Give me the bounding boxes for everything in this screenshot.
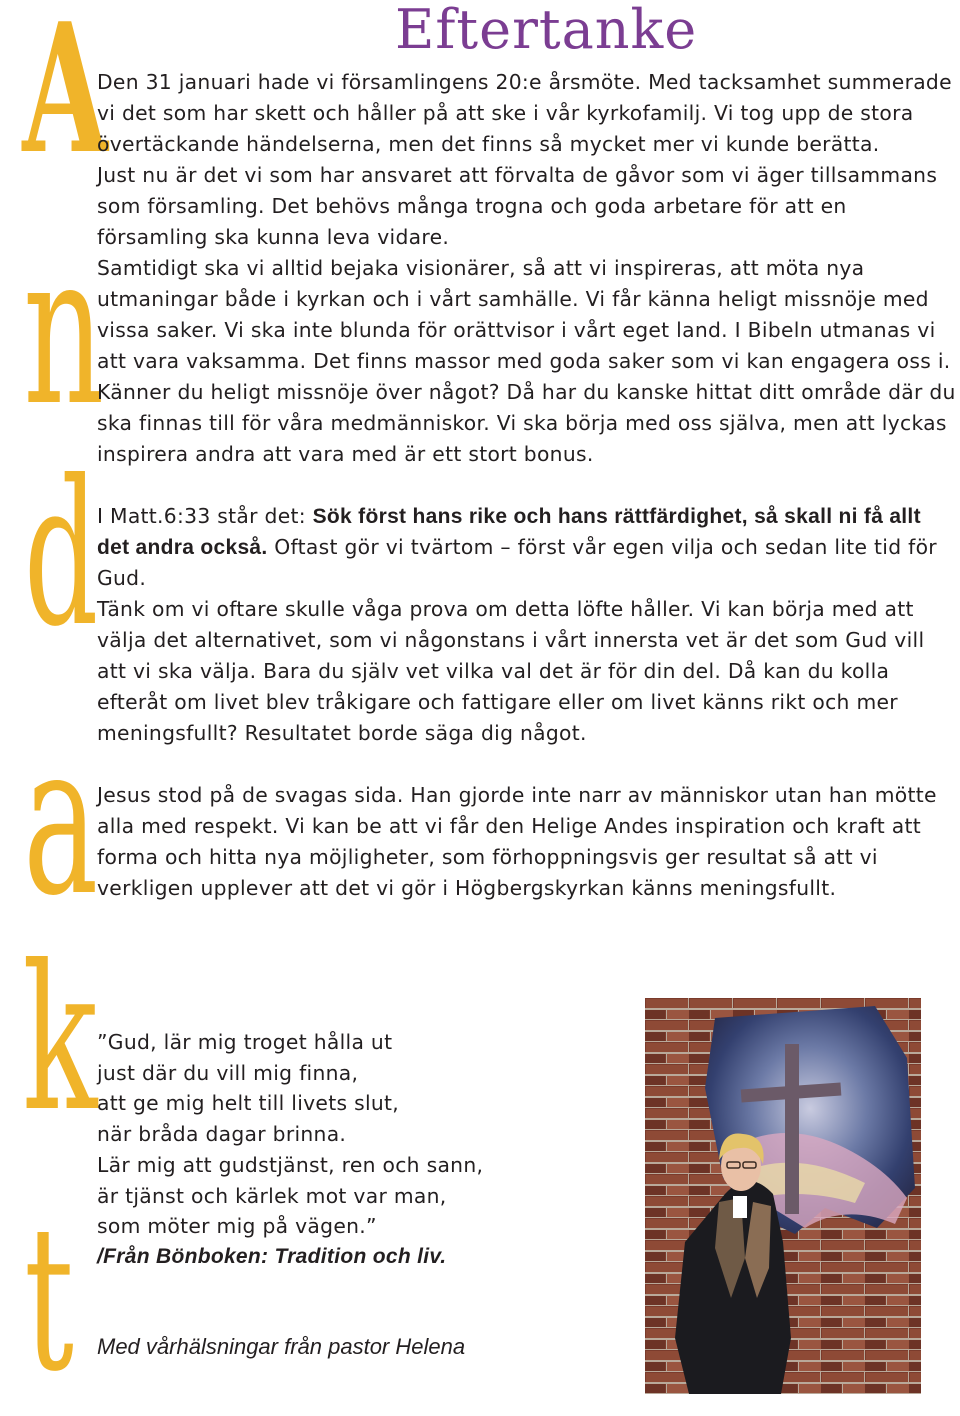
side-word-andakt bbox=[6, 0, 108, 1416]
bible-verse: Sök först hans rike och hans rättfärdighet, så skall ni få allt det andra också. bbox=[97, 505, 921, 559]
poem-line: just där du vill mig finna, bbox=[97, 1060, 359, 1085]
side-letter: n bbox=[23, 207, 105, 452]
poem-source: /Från Bönboken: Tradition och liv. bbox=[97, 1244, 447, 1268]
paragraph-matteus bbox=[97, 501, 959, 594]
pastor-photo bbox=[645, 998, 921, 1394]
signature: Med vårhälsningar från pastor Helena bbox=[97, 1334, 466, 1359]
poem-line: att ge mig helt till livets slut, bbox=[97, 1091, 400, 1116]
side-letter: a bbox=[23, 697, 99, 942]
page-title: Eftertanke bbox=[395, 0, 698, 61]
paragraph-visionarer: Samtidigt ska vi alltid bejaka visionärer, så att vi inspireras, att möta nya utmaningar både i kyrkan och i vårt samhälle. Vi får känna heligt missnöje med vissa saker. Vi ska inte blunda för orättvisor i vårt eget land. I Bibeln utmanas vi att vara vaksamma. Det finns massor med goda saker som vi kan engagera oss i. Känner du heligt missnöje över något? Då har du kanske hittat ditt område där du ska finnas till för våra medmänniskor. Vi ska börja med oss själva, men att lyckas inspirera andra att vara med är ett stort bonus. bbox=[97, 256, 956, 466]
side-letter: A bbox=[22, 0, 108, 193]
poem-line: är tjänst och kärlek mot var man, bbox=[97, 1183, 447, 1208]
matt-intro: I Matt.6:33 står det: bbox=[97, 504, 313, 528]
prayer-poem bbox=[97, 1027, 627, 1273]
poem-line: ”Gud, lär mig troget hålla ut bbox=[97, 1030, 393, 1054]
poem-line: som möter mig på vägen.” bbox=[97, 1214, 377, 1239]
matt-after: Oftast gör vi tvärtom – först vår egen vilja och sedan lite tid för Gud. bbox=[97, 535, 937, 590]
poem-line: när bråda dagar brinna. bbox=[97, 1122, 347, 1147]
paragraph-tank: Tänk om vi oftare skulle våga prova om detta löfte håller. Vi kan börja med att välja det alternativet, som vi någonstans i vårt innersta vet är det som Gud vill att vi ska välja. Bara du själv vet vilka val det är för din del. Då kan du kolla efteråt om livet blev tråkigare och fattigare eller om livet känns rikt och mer meningsfullt? Resultatet borde säga dig något. bbox=[97, 597, 925, 745]
side-letter: k bbox=[22, 923, 98, 1156]
paragraph-ansvar: Just nu är det vi som har ansvaret att förvalta de gåvor som vi äger tillsammans som församling. Det behövs många trogna och goda arbetare för att en församling ska kunna leva vidare. bbox=[97, 163, 938, 249]
paragraph-jesus: Jesus stod på de svagas sida. Han gjorde inte narr av människor utan han mötte alla med respekt. Vi kan be att vi får den Helige Andes inspiration och kraft att forma och hitta nya möjligheter, som förhoppningsvis ger resultat så att vi verkligen upplever att det vi gör i Högbergskyrkan känns meningsfullt. bbox=[97, 783, 937, 900]
side-letter: d bbox=[24, 438, 99, 671]
article-body bbox=[97, 67, 959, 904]
poem-line: Lär mig att gudstjänst, ren och sann, bbox=[97, 1152, 484, 1177]
side-letter: t bbox=[24, 1183, 74, 1416]
paragraph-arsmote: Den 31 januari hade vi församlingens 20:e årsmöte. Med tacksamhet summerade vi det som har skett och håller på att ske i vår kyrkofamilj. Vi tog upp de stora övertäckande händelserna, men det finns så mycket mer vi kunde berätta. bbox=[97, 70, 952, 156]
